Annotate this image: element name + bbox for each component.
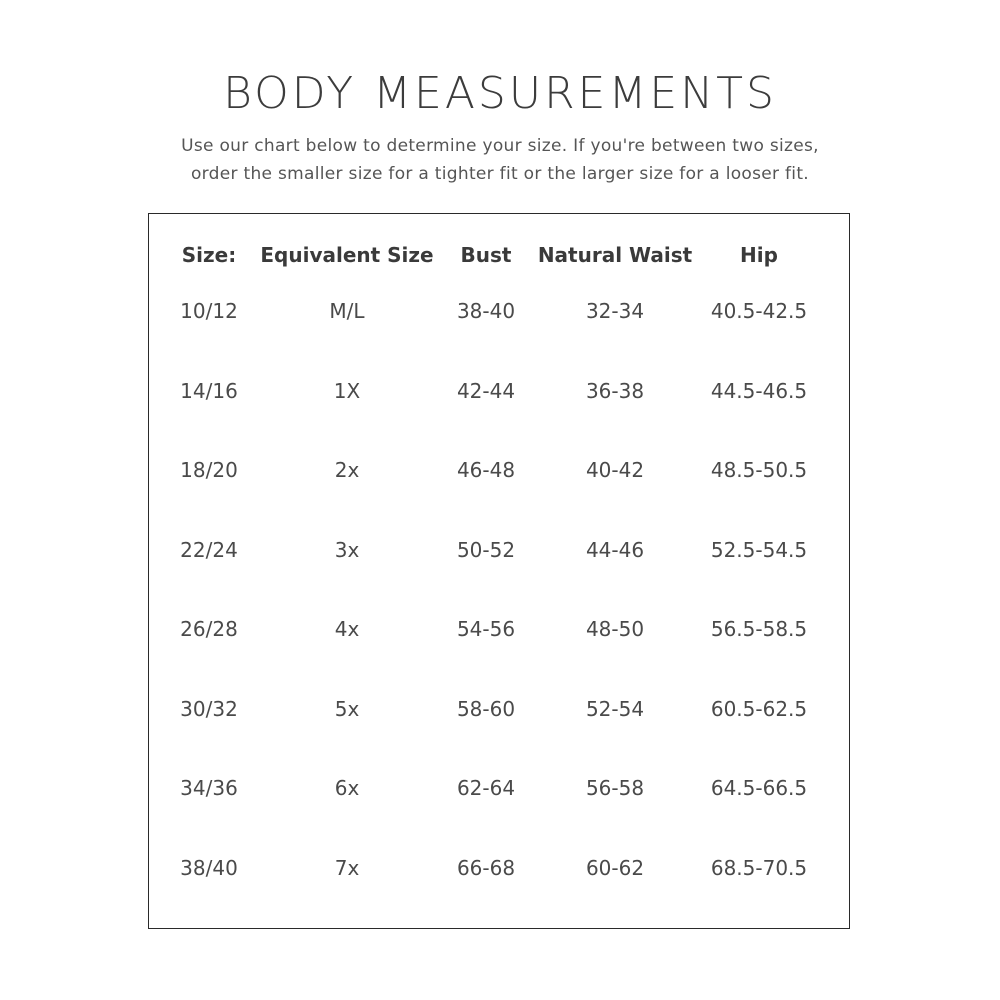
table-cell-size: 34/36 [180, 776, 238, 800]
table-cell-equivalent-size: 7x [334, 856, 360, 880]
table-cell-bust: 66-68 [456, 856, 516, 880]
table-cell-natural-waist: 48-50 [585, 617, 645, 641]
table-cell-natural-waist: 52-54 [585, 697, 645, 721]
page-title: BODY MEASUREMENTS [223, 68, 777, 119]
intro-line-1: Use our chart below to determine your size. If you're between two sizes, [181, 136, 819, 156]
column-header-hip: Hip [740, 243, 778, 267]
table-cell-bust: 50-52 [456, 538, 516, 562]
table-cell-hip: 68.5-70.5 [710, 856, 808, 880]
column-header-bust: Bust [460, 243, 512, 267]
table-cell-bust: 62-64 [456, 776, 516, 800]
table-cell-hip: 56.5-58.5 [710, 617, 808, 641]
intro-line-2: order the smaller size for a tighter fit or the larger size for a looser fit. [190, 164, 810, 184]
table-cell-bust: 58-60 [456, 697, 516, 721]
table-cell-natural-waist: 44-46 [585, 538, 645, 562]
table-cell-bust: 38-40 [456, 299, 516, 323]
table-cell-natural-waist: 32-34 [585, 299, 645, 323]
table-cell-hip: 64.5-66.5 [710, 776, 808, 800]
table-cell-hip: 52.5-54.5 [710, 538, 808, 562]
table-cell-bust: 42-44 [456, 379, 516, 403]
table-cell-natural-waist: 40-42 [585, 458, 645, 482]
column-header-equivalent-size: Equivalent Size [260, 243, 434, 267]
table-cell-bust: 54-56 [456, 617, 516, 641]
table-cell-equivalent-size: 2x [334, 458, 360, 482]
table-cell-hip: 44.5-46.5 [710, 379, 808, 403]
table-cell-size: 26/28 [180, 617, 238, 641]
column-header-size: Size: [181, 243, 237, 267]
table-cell-natural-waist: 60-62 [585, 856, 645, 880]
table-cell-equivalent-size: 3x [334, 538, 360, 562]
table-cell-equivalent-size: 4x [334, 617, 360, 641]
table-cell-equivalent-size: 5x [334, 697, 360, 721]
table-cell-size: 10/12 [180, 299, 238, 323]
table-cell-natural-waist: 36-38 [585, 379, 645, 403]
table-cell-hip: 60.5-62.5 [710, 697, 808, 721]
table-cell-hip: 40.5-42.5 [710, 299, 808, 323]
table-cell-equivalent-size: 6x [334, 776, 360, 800]
table-cell-size: 30/32 [180, 697, 238, 721]
table-cell-size: 14/16 [180, 379, 238, 403]
table-cell-equivalent-size: 1X [333, 379, 361, 403]
table-cell-bust: 46-48 [456, 458, 516, 482]
column-header-natural-waist: Natural Waist [537, 243, 693, 267]
table-cell-size: 22/24 [180, 538, 238, 562]
table-cell-equivalent-size: M/L [329, 299, 365, 323]
intro-text [0, 132, 1000, 188]
table-cell-hip: 48.5-50.5 [710, 458, 808, 482]
table-cell-size: 38/40 [180, 856, 238, 880]
table-cell-size: 18/20 [180, 458, 238, 482]
table-cell-natural-waist: 56-58 [585, 776, 645, 800]
